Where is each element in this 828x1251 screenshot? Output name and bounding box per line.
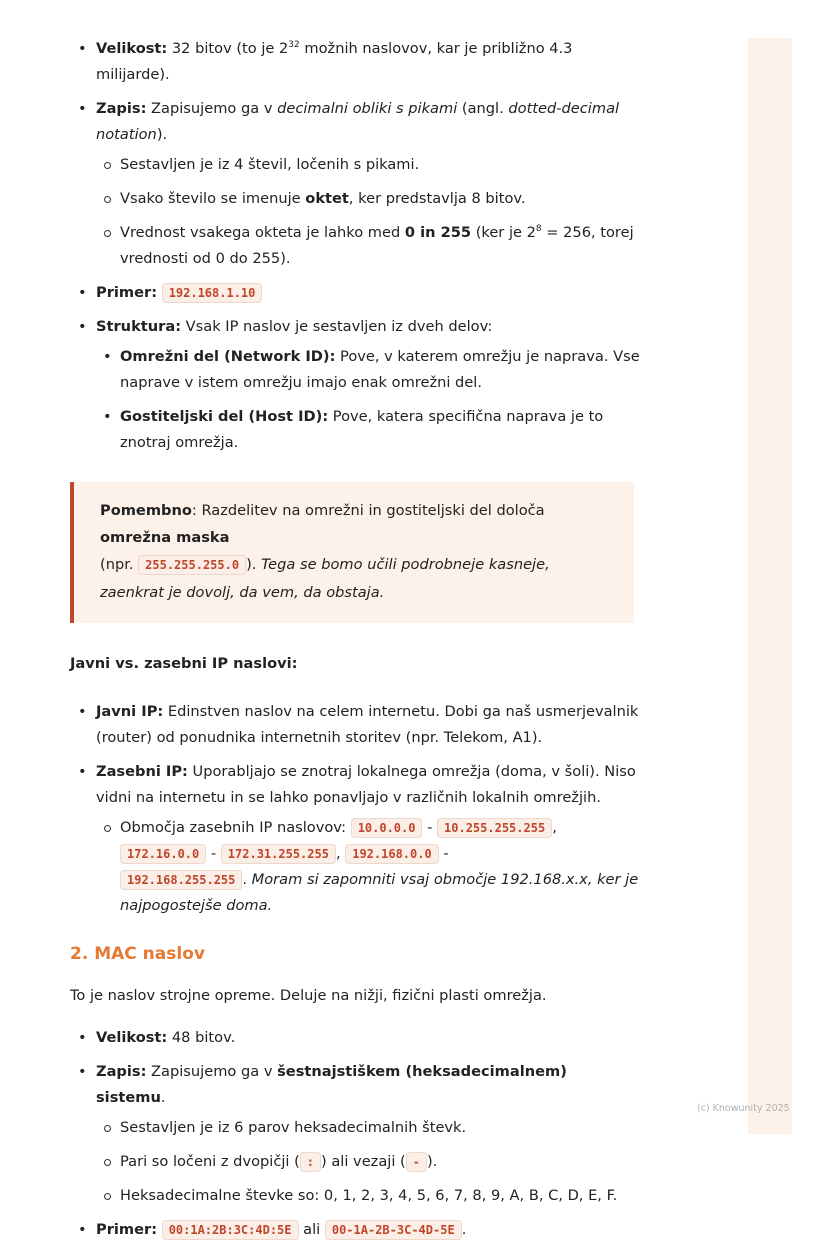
document-content [70, 36, 640, 1251]
ranges-sublist [96, 815, 640, 919]
list-item: Vrednost vsakega okteta je lahko med 0 in 255 (ker je $2^8 = 256$, torej vrednosti od 0 do 255). [96, 220, 640, 272]
netmask-code: 255.255.255.0 [138, 555, 246, 575]
ip-example-code: 192.168.1.10 [162, 283, 263, 303]
list-item: Vsako število se imenuje oktet, ker predstavlja 8 bitov. [96, 186, 640, 212]
list-item: Pari so ločeni z dvopičji ( : ) ali vezaji ( - ). [96, 1149, 640, 1175]
mac-zapis-sublist [96, 1115, 640, 1209]
zapis-sublist [96, 152, 640, 272]
mac-example-code: 00:1A:2B:3C:4D:5E [162, 1220, 299, 1240]
mac-example-code: 00-1A-2B-3C-4D-5E [325, 1220, 462, 1240]
list-item: Sestavljen je iz 6 parov heksadecimalnih števk. [96, 1115, 640, 1141]
list-item-ranges: Območja zasebnih IP naslovov: 10.0.0.0 - 10.255.255.255 , 172.16.0.0 - 172.31.255.255 , 192.168.0.0 - 192.168.255.255 . Moram si zapomniti vsaj območje 192.168.x.x, ker je najpogostejše doma. [96, 815, 640, 919]
mac-intro: To je naslov strojne opreme. Deluje na nižji, fizični plasti omrežja. [70, 987, 547, 1004]
list-item-primer: • Primer: 00:1A:2B:3C:4D:5E ali 00-1A-2B-3C-4D-5E . [70, 1217, 640, 1243]
section-heading: Javni vs. zasebni IP naslovi: [70, 655, 298, 672]
list-item-velikost: • Velikost: 48 bitov. [70, 1025, 640, 1051]
list-item: Heksadecimalne števke so: 0, 1, 2, 3, 4, 5, 6, 7, 8, 9, A, B, C, D, E, F. [96, 1183, 640, 1209]
list-item-zapis: • Zapis: Zapisujemo ga v decimalni obliki s pikami (angl. dotted-decimal notation). Sestavljen je iz 4 števil, ločenih s pikami. Vsako število se imenuje oktet, ker predstavlja 8 bitov. Vrednost vsakega okteta je lahko med 0 in 255 (ker je $2^8 = 256$, torej vrednosti od 0 do 255). [70, 96, 640, 272]
list-item: • Gostiteljski del (Host ID): Pove, katera specifična naprava je to znotraj omrežja. [96, 404, 640, 456]
list-item-zapis: • Zapis: Zapisujemo ga v šestnajstiškem (heksadecimalnem) sistemu. Sestavljen je iz 6 parov heksadecimalnih števk. Pari so ločeni z dvopičji ( : ) ali vezaji ( - ). Heksadecimalne števke so: 0, 1, 2, 3, 4, 5, 6, 7, 8, 9, A, B, C, D, E, F. [70, 1059, 640, 1209]
copyright-footer: (c) Knowunity 2025 [697, 1103, 790, 1114]
list-item-struktura: • Struktura: Vsak IP naslov je sestavljen iz dveh delov: • Omrežni del (Network ID): Pove, v katerem omrežju je naprava. Vse naprave v istem omrežju imajo enak omrežni del. • Gostiteljski del (Host ID): Pove, katera specifična naprava je to znotraj omrežja. [70, 314, 640, 456]
list-item: • Omrežni del (Network ID): Pove, v katerem omrežju je naprava. Vse naprave v istem omrežju imajo enak omrežni del. [96, 344, 640, 396]
public-private-list [70, 699, 640, 919]
list-item-primer: • Primer: 192.168.1.10 [70, 280, 640, 306]
ip-properties-list [70, 36, 640, 456]
struktura-sublist [96, 344, 640, 456]
mac-list [70, 1025, 640, 1243]
list-item: Sestavljen je iz 4 števil, ločenih s pikami. [96, 152, 640, 178]
list-item-velikost: • Velikost: 32 bitov (to je $2^{32}$ možnih naslovov, kar je približno 4.3 milijarde). [70, 36, 640, 88]
list-item-zasebni: • Zasebni IP: Uporabljajo se znotraj lokalnega omrežja (doma, v šoli). Niso vidni na internetu in se lahko ponavljajo v različnih lokalnih omrežjih. Območja zasebnih IP naslovov: 10.0.0.0 - 10.255.255.255 , 172.16.0.0 - 172.31.255.255 , 192.168.0.0 - 192.168.255.255 . Moram si zapomniti vsaj območje 192.168.x.x, ker je najpogostejše doma. [70, 759, 640, 919]
important-callout: Pomembno: Razdelitev na omrežni in gostiteljski del določa omrežna maska (npr. 255.255.255.0 ). Tega se bomo učili podrobneje kasneje, zaenkrat je dovolj, da vem, da obstaja. [70, 482, 634, 623]
list-item-javni: • Javni IP: Edinstven naslov na celem internetu. Dobi ga naš usmerjevalnik (router) od ponudnika internetnih storitev (npr. Telekom, A1). [70, 699, 640, 751]
page-sidebar-strip [748, 38, 792, 1134]
mac-heading: 2. MAC naslov [70, 944, 205, 964]
